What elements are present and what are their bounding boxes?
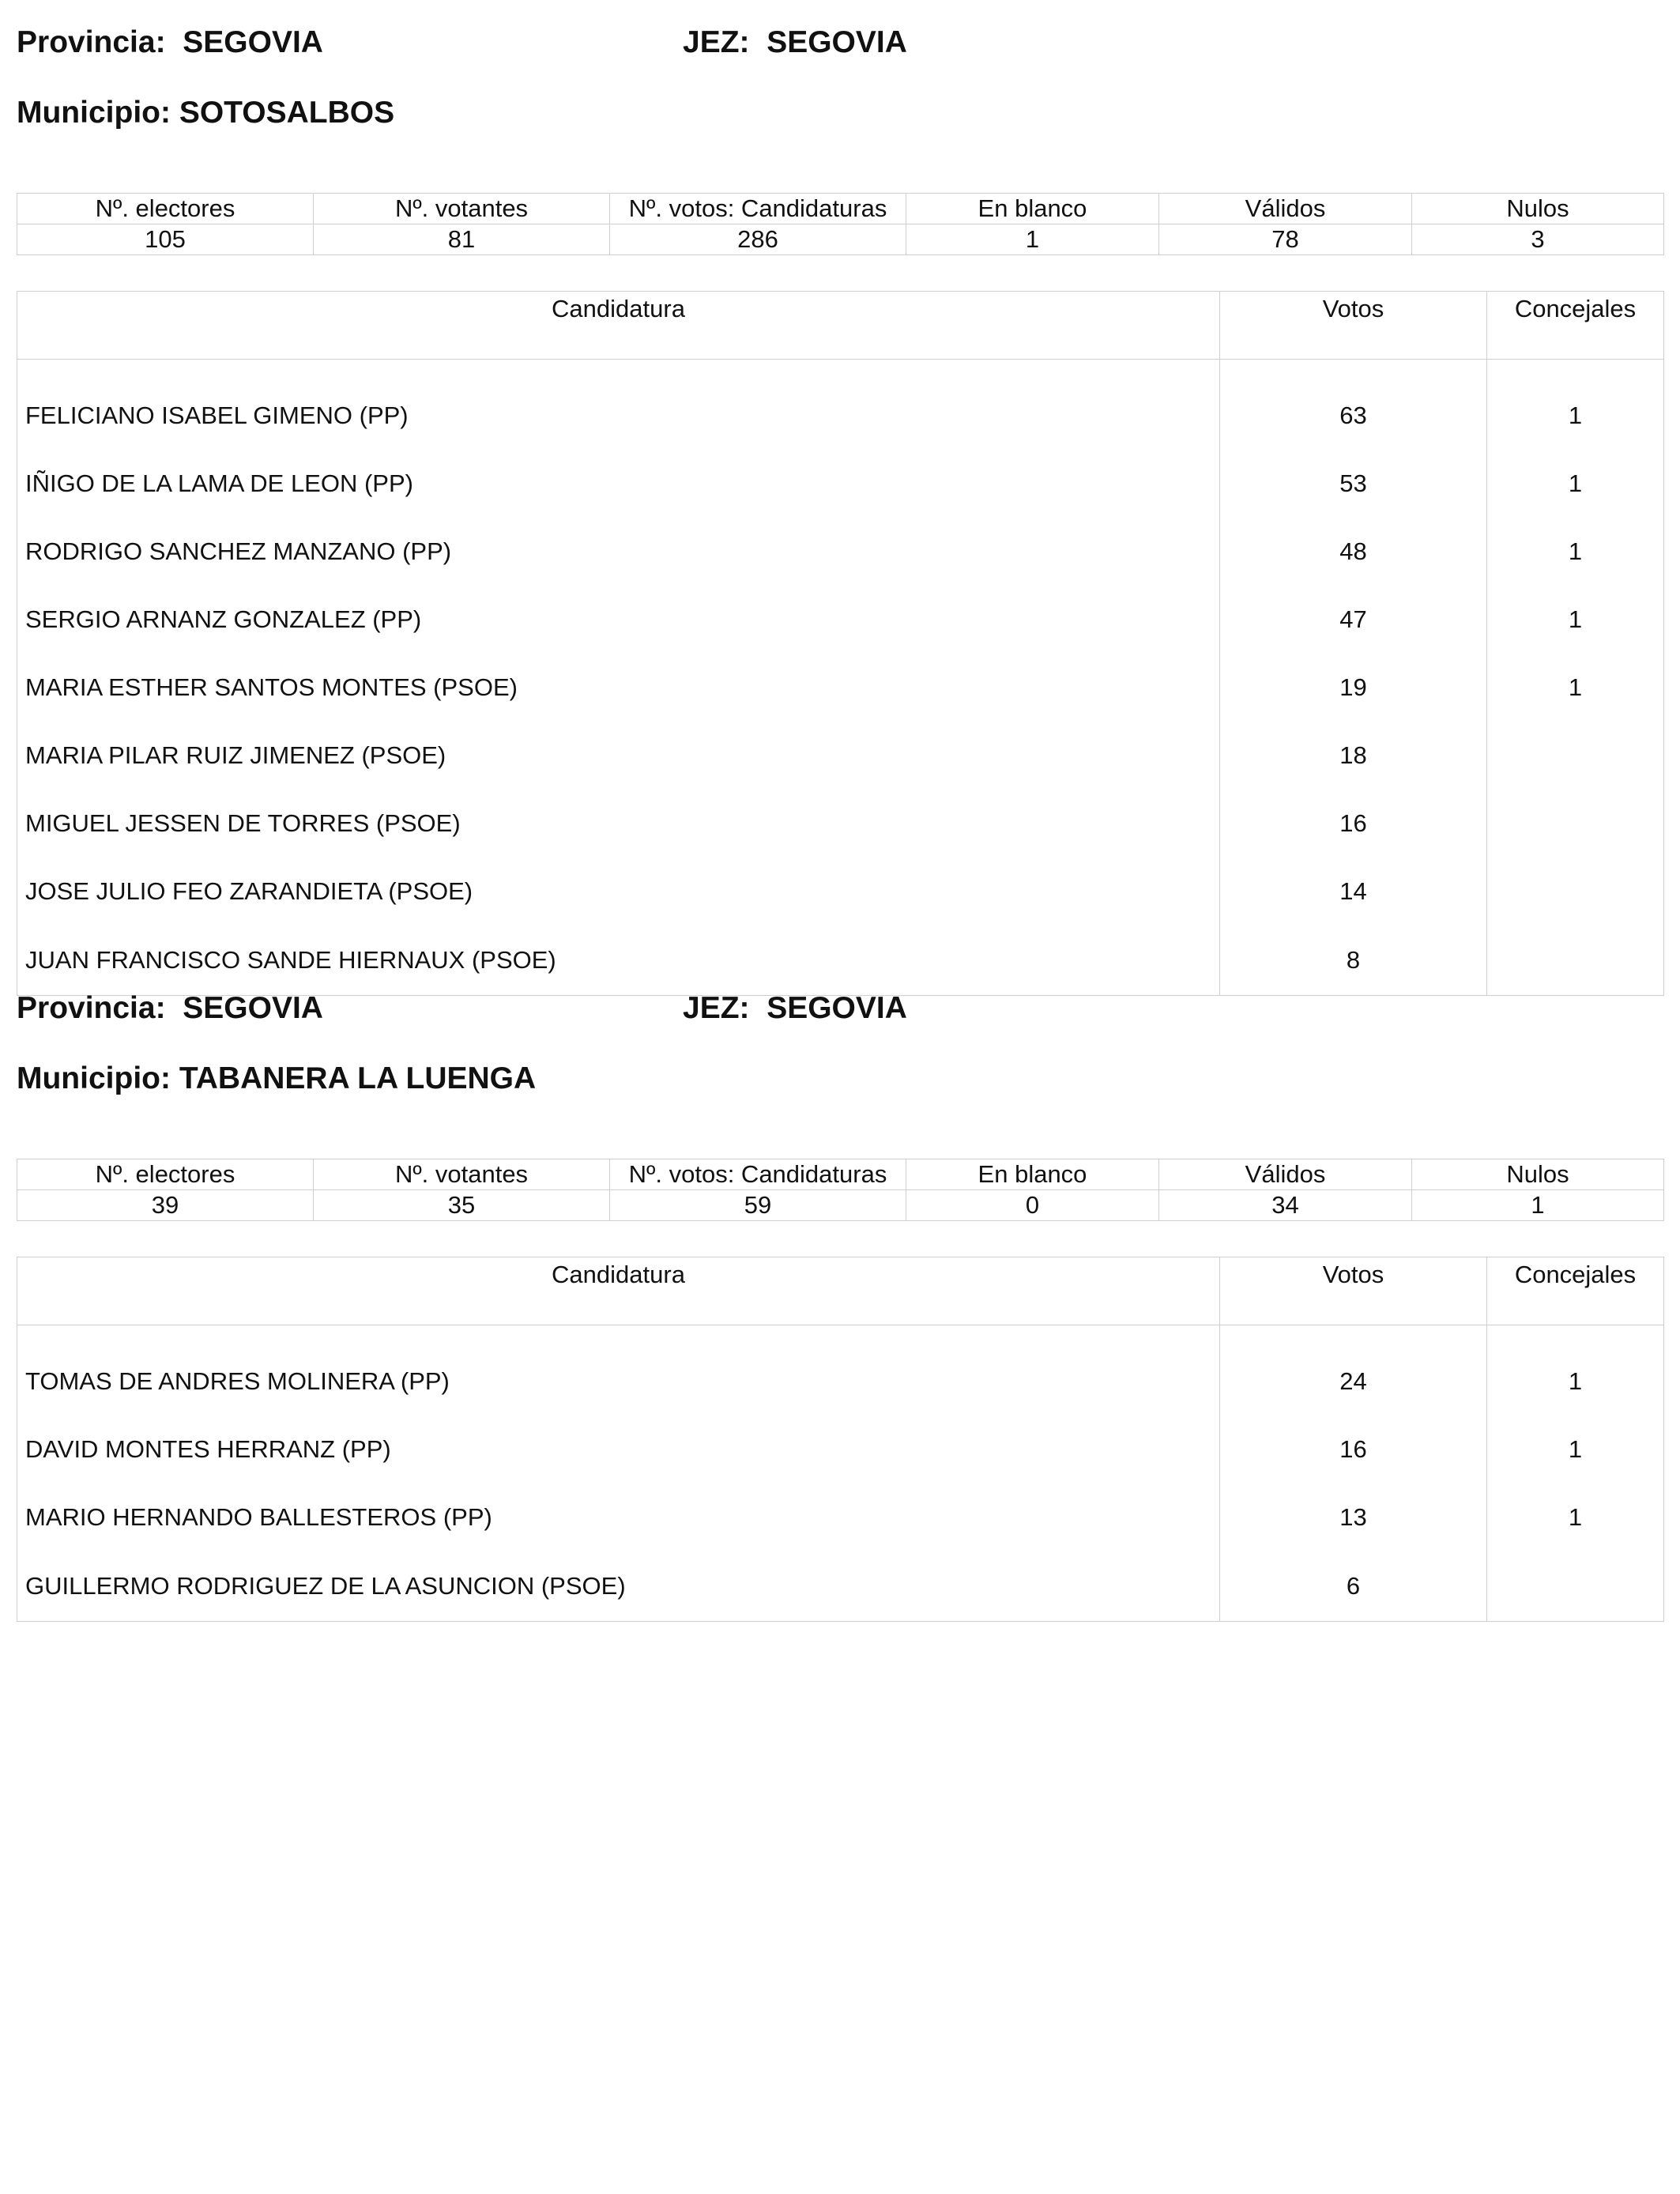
candidate-votes: 18 <box>1220 722 1487 790</box>
municipio-label: Municipio: <box>17 96 171 130</box>
jez-label: JEZ: <box>683 25 750 59</box>
provincia-line <box>17 25 323 60</box>
candidate-votes: 19 <box>1220 654 1487 722</box>
candidate-row <box>17 722 1664 790</box>
jez-line <box>683 991 907 1026</box>
stats-value-cell: 34 <box>1159 1190 1412 1221</box>
candidate-votes: 47 <box>1220 586 1487 654</box>
candidate-name: RODRIGO SANCHEZ MANZANO (PP) <box>17 518 1220 586</box>
candidate-row <box>17 858 1664 925</box>
candidate-concejales: 1 <box>1487 518 1664 586</box>
candidate-votes: 6 <box>1220 1551 1487 1622</box>
candidate-row <box>17 450 1664 518</box>
candidate-concejales: 1 <box>1487 1325 1664 1416</box>
municipio-section <box>17 988 1663 1622</box>
stats-value-cell: 105 <box>17 224 314 255</box>
stats-value-cell: 59 <box>610 1190 906 1221</box>
stats-header-cell: Válidos <box>1159 194 1412 224</box>
candidate-name: SERGIO ARNANZ GONZALEZ (PP) <box>17 586 1220 654</box>
stats-header-cell: Nº. votos: Candidaturas <box>610 194 906 224</box>
candidate-row <box>17 1416 1664 1483</box>
candidate-row <box>17 1325 1664 1416</box>
candidate-concejales <box>1487 858 1664 925</box>
candidate-name: GUILLERMO RODRIGUEZ DE LA ASUNCION (PSOE) <box>17 1551 1220 1622</box>
stats-value-cell: 1 <box>906 224 1159 255</box>
jez-line <box>683 25 907 60</box>
candidates-header-row <box>17 1257 1664 1325</box>
stats-value-cell: 81 <box>314 224 610 255</box>
candidates-header-cell: Votos <box>1220 292 1487 360</box>
candidate-row <box>17 586 1664 654</box>
provincia-label: Provincia: <box>17 991 166 1025</box>
jez-label: JEZ: <box>683 991 750 1025</box>
candidates-table <box>17 1257 1664 1622</box>
stats-header-cell: Nulos <box>1412 194 1664 224</box>
candidates-header-row <box>17 292 1664 360</box>
stats-value-cell: 0 <box>906 1190 1159 1221</box>
candidate-name: JOSE JULIO FEO ZARANDIETA (PSOE) <box>17 858 1220 925</box>
candidate-votes: 24 <box>1220 1325 1487 1416</box>
candidate-votes: 8 <box>1220 925 1487 996</box>
municipio-title <box>17 96 1663 143</box>
candidate-votes: 53 <box>1220 450 1487 518</box>
stats-value-row <box>17 1190 1664 1221</box>
candidate-row <box>17 360 1664 450</box>
provincia-label: Provincia: <box>17 25 166 59</box>
stats-table <box>17 1159 1664 1221</box>
candidate-name: MARIA ESTHER SANTOS MONTES (PSOE) <box>17 654 1220 722</box>
candidate-name: MARIO HERNANDO BALLESTEROS (PP) <box>17 1483 1220 1551</box>
candidate-votes: 16 <box>1220 1416 1487 1483</box>
province-header <box>17 22 1663 70</box>
stats-value-cell: 39 <box>17 1190 314 1221</box>
province-header <box>17 988 1663 1035</box>
candidates-header-cell: Concejales <box>1487 292 1664 360</box>
candidate-row <box>17 1483 1664 1551</box>
jez-value: SEGOVIA <box>767 991 907 1025</box>
jez-value: SEGOVIA <box>767 25 907 59</box>
candidate-name: TOMAS DE ANDRES MOLINERA (PP) <box>17 1325 1220 1416</box>
candidate-concejales <box>1487 722 1664 790</box>
candidate-row <box>17 654 1664 722</box>
stats-header-cell: En blanco <box>906 1159 1159 1190</box>
stats-header-cell: Válidos <box>1159 1159 1412 1190</box>
stats-value-cell: 286 <box>610 224 906 255</box>
stats-value-cell: 1 <box>1412 1190 1664 1221</box>
municipio-section <box>17 22 1663 996</box>
candidate-name: FELICIANO ISABEL GIMENO (PP) <box>17 360 1220 450</box>
candidate-name: MIGUEL JESSEN DE TORRES (PSOE) <box>17 790 1220 858</box>
candidate-votes: 13 <box>1220 1483 1487 1551</box>
candidate-votes: 16 <box>1220 790 1487 858</box>
candidate-name: JUAN FRANCISCO SANDE HIERNAUX (PSOE) <box>17 925 1220 996</box>
municipio-value: TABANERA LA LUENGA <box>179 1061 537 1095</box>
candidate-concejales <box>1487 925 1664 996</box>
candidate-concejales: 1 <box>1487 360 1664 450</box>
provincia-line <box>17 991 323 1026</box>
stats-header-cell: Nulos <box>1412 1159 1664 1190</box>
candidate-concejales: 1 <box>1487 1416 1664 1483</box>
stats-header-row <box>17 194 1664 224</box>
candidate-name: DAVID MONTES HERRANZ (PP) <box>17 1416 1220 1483</box>
municipio-title <box>17 1061 1663 1109</box>
candidate-name: IÑIGO DE LA LAMA DE LEON (PP) <box>17 450 1220 518</box>
candidate-name: MARIA PILAR RUIZ JIMENEZ (PSOE) <box>17 722 1220 790</box>
stats-header-cell: En blanco <box>906 194 1159 224</box>
candidate-votes: 14 <box>1220 858 1487 925</box>
candidate-row <box>17 1551 1664 1622</box>
stats-header-cell: Nº. electores <box>17 194 314 224</box>
provincia-value: SEGOVIA <box>183 25 323 59</box>
candidate-concejales: 1 <box>1487 1483 1664 1551</box>
candidate-row <box>17 925 1664 996</box>
candidate-concejales: 1 <box>1487 586 1664 654</box>
provincia-value: SEGOVIA <box>183 991 323 1025</box>
candidate-row <box>17 790 1664 858</box>
stats-header-row <box>17 1159 1664 1190</box>
candidate-concejales <box>1487 1551 1664 1622</box>
stats-header-cell: Nº. votantes <box>314 194 610 224</box>
candidates-header-cell: Candidatura <box>17 1257 1220 1325</box>
stats-header-cell: Nº. votos: Candidaturas <box>610 1159 906 1190</box>
stats-value-cell: 3 <box>1412 224 1664 255</box>
stats-value-cell: 35 <box>314 1190 610 1221</box>
stats-value-row <box>17 224 1664 255</box>
candidates-header-cell: Concejales <box>1487 1257 1664 1325</box>
candidates-header-cell: Candidatura <box>17 292 1220 360</box>
candidate-votes: 63 <box>1220 360 1487 450</box>
candidate-concejales: 1 <box>1487 654 1664 722</box>
municipio-value: SOTOSALBOS <box>179 96 395 130</box>
municipio-label: Municipio: <box>17 1061 171 1095</box>
stats-header-cell: Nº. votantes <box>314 1159 610 1190</box>
candidate-row <box>17 518 1664 586</box>
candidate-concejales: 1 <box>1487 450 1664 518</box>
stats-value-cell: 78 <box>1159 224 1412 255</box>
candidate-votes: 48 <box>1220 518 1487 586</box>
stats-header-cell: Nº. electores <box>17 1159 314 1190</box>
candidates-table <box>17 291 1664 996</box>
candidates-header-cell: Votos <box>1220 1257 1487 1325</box>
candidate-concejales <box>1487 790 1664 858</box>
stats-table <box>17 193 1664 255</box>
